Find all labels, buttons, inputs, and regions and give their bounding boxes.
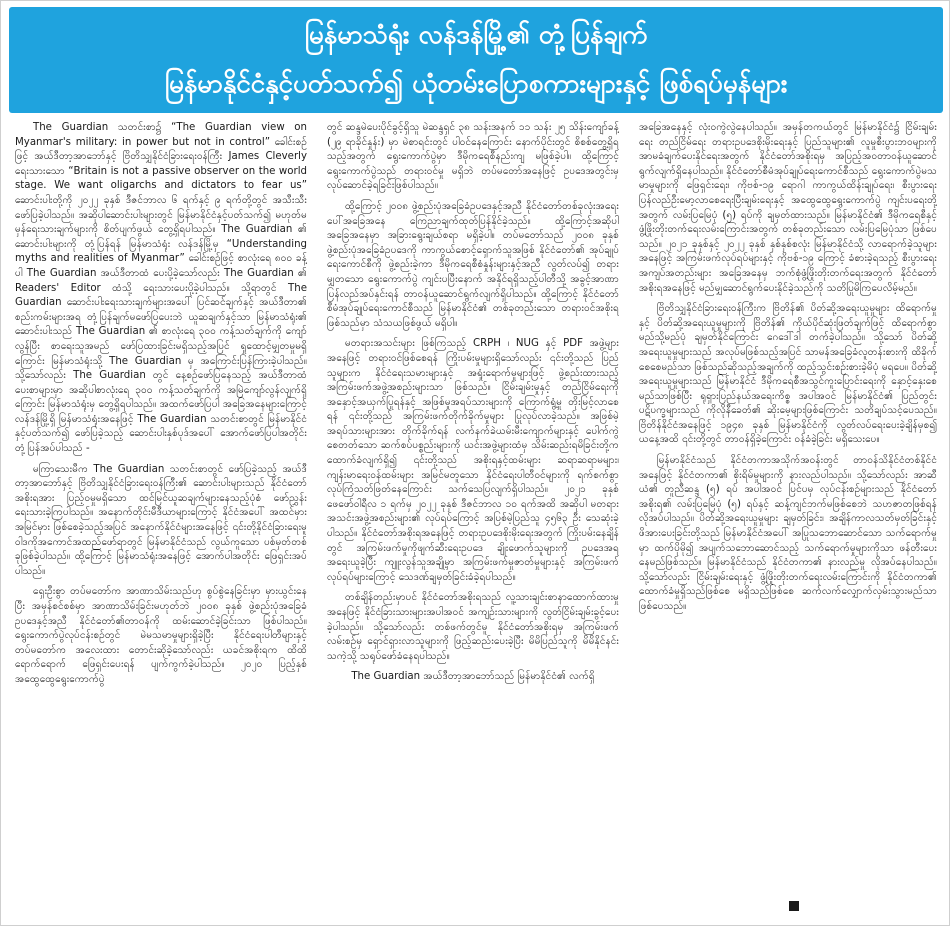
paragraph: မကြာသေးမီက The Guardian သတင်းစာတွင် ဖော်ပြခဲ့သည့် အယ်ဒီတာ့အာဘော်နှင့် ဗြိတိသျှနိုင်ငံခြားရေးဝန်ကြီး၏ ဆောင်းပါးများသည် နိုင်ငံတော်အစိုးရအား ပြည့်ဝမှုမရှိသော ထင်မြင်ယူဆချက်များနေသည့်ပုံစံ ဖော်ညွှန်းရေးသားခဲ့ကြပါသည်။ အနောက်တိုင်းမီဒီယာများကြောင့် နိုင်ငံအပေါ် အထင်မှားအမြင်မှား ဖြစ်စေခဲ့သည့်အပြင် အနောက်နိုင်ငံများအနေဖြင့် ၎င်းတို့နိုင်ငံခြားရေးမူဝါဒကိုအကောင်အထည်ဖော်ရာတွင် မြန်မာနိုင်ငံသည် လွယ်ကူသော ပစ်မှတ်တစ်ခုဖြစ်ခဲ့ပါသည်။ ထို့ကြောင့် မြန်မာသံရုံးအနေဖြင့် အောက်ပါအတိုင်း ဖြေရှင်းအပ်ပါသည်။ [15,463,307,577]
paragraph: မြန်မာနိုင်ငံသည် နိုင်ငံတကာအသိုက်အဝန်းတွင် တာဝန်သိနိုင်ငံတစ်နိုင်ငံအနေဖြင့် နိုင်ငံတကာ၏ စိုးရိမ်မှုများကို နားလည်ပါသည်။ သို့သော်လည်း အာဆီယံ၏ တူညီဆန္ဒ (၅) ရပ် အပါအဝင် ပြင်ပမှ လုပ်ငန်းစဉ်များသည် နိုင်ငံတော်အစိုးရ၏ လမ်းပြမြေပုံ (၅) ရပ်နှင့် ဆန့်ကျင်ဘက်မဖြစ်စေဘဲ သဟဇာတဖြစ်ရန် လိုအပ်ပါသည်။ ပိတ်ဆို့အရေးယူမှုများ ချမှတ်ခြင်း၊ အချိန်ကာလသတ်မှတ်ခြင်းနှင့် ဖိအားပေးခြင်းတို့သည် မြန်မာနိုင်ငံအပေါ် အပြုသဘောဆောင်သော သက်ရောက်မှုမှာ ထက်ပိုမို၍ အပျက်သဘောဆောင်သည့် သက်ရောက်မှုများကိုသာ ဖန်တီးပေးနေမည်ဖြစ်သည်။ မြန်မာနိုင်ငံသည် နိုင်ငံတကာ၏ နားလည်မှု လိုအပ်နေပါသည်။ သို့သော်လည်း ငြိမ်းချမ်းရေးနှင့် ဖွံ့ဖြိုးတိုးတက်ရေးလမ်းကြောင်းကို နိုင်ငံတကာ၏ ထောက်ခံမှုရှိသည်ဖြစ်စေ မရှိသည်ဖြစ်စေ ဆက်လက်လျှောက်လှမ်းသွားမည်သာဖြစ်ပေသည်။ [639,455,937,612]
paragraph: တစ်ချိန်တည်းမှာပင် နိုင်ငံတော်အစိုးရသည် လူ့သားချင်းစာနာထောက်ထားမှုအနေဖြင့် နိုင်ငံခြားသားများအပါအဝင် အကျဉ်းသားများကို လွတ်ငြိမ်းချမ်းခွင့်ပေးခဲ့ပါသည်။ သို့သော်လည်း တစ်ဖက်တွင်မူ နိုင်ငံတော်အစိုးရမှ အကြမ်းဖက်လမ်းစဉ်မှ ရှောင်ရှားလာသူများကို ဖြည့်ဆည်းပေးခဲ့ပြီး မိမိပြည်သူကို မိမိနိုင်နင်းသကဲ့သို့ သရုပ်ဖော်ခံနေရပါသည်။ [327,592,619,662]
paragraph: အခြေအနေနှင့် လုံးဝကွဲလွဲနေပါသည်။ အမှန်တကယ်တွင် မြန်မာနိုင်ငံ၌ ငြိမ်းချမ်းရေး တည်ငြိမ်ရေး တရားဥပဒေစိုးမိုးရေးနှင့် ပြည်သူများ၏ လူမှုစီးပွားဘဝများကို အာမခံချက်ပေးနိုင်ရေးအတွက် နိုင်ငံတော်အစိုးရမှ အပြည့်အဝတာဝန်ယူဆောင်ရွက်လျက်ရှိနေပါသည်။ နိုင်ငံတော်စီမံအုပ်ချုပ်ရေးကောင်စီသည် ရွေးကောက်ပွဲမသမာမှုများကို ဖြေရှင်းရေး၊ ကိုဗစ်-၁၉ ရောဂါ ကာကွယ်ထိန်းချုပ်ရေး၊ စီးပွားရေး ပြန်လည်ဦးမော့လာစေရေးပြီးချမ်းရေးနှင့် အထွေထွေရွေးကောက်ပွဲ ကျင်းပရေးတို့အတွက် လမ်းပြမြေပုံ (၅) ရပ်ကို ချမှတ်ထားသည်။ မြန်မာနိုင်ငံ၏ ဒီမိုကရေစီနှင့် ဖွံ့ဖြိုးတိုးတက်ရေးလမ်းကြောင်းအတွက် တစ်ခုတည်းသော လမ်းပြမြေပုံသာ ဖြစ်ပေသည်။ ၂၀၂၁ ခုနှစ်နှင့် ၂၀၂၂ ခုနှစ် နှစ်နှစ်စလုံး မြန်မာနိုင်ငံသို့ လာရောက်ခဲ့သူများအနေဖြင့် အကြမ်းဖက်လုပ်ရပ်များနှင့် ကိုဗစ်-၁၉ ကြောင့် ခံစားခဲ့ရသည့် စီးပွားရေးအကျပ်အတည်းများ အခြေအနေမှ ဘက်စုံဖွံ့ဖြိုးတိုးတက်ရေးအတွက် နိုင်ငံတော်အစိုးရအနေဖြင့် မည်မျှဆောင်ရွက်ပေးနိုင်ခဲ့သည်ကို သတိပြုမိကြပေလိမ့်မည်။ [639,122,937,294]
paragraph: The Guardian သတင်းစာ၌ “The Guardian view on Myanmar's military: in power but not in control” ခေါင်းစဉ်ဖြင့် အယ်ဒီတာ့အာဘော်နှင့် ဗြိတိသျှနိုင်ငံခြားရေးဝန်ကြီး James Cleverly ရေးသားသော “Britain is not a passive observer on the world stage. We want oligarchs and dictators to fear us” ဆောင်းပါးတို့ကို ၂၀၂၂ ခုနှစ် ဒီဇင်ဘာလ ၆ ရက်နှင့် ၉ ရက်တို့တွင် အသီးသီးဖော်ပြခဲ့ပါသည်။ အဆိုပါဆောင်းပါးများတွင် မြန်မာနိုင်ငံနှင့်ပတ်သက်၍ မဟုတ်မမှန်ရေးသားချက်များကို စိတ်ပျက်ဖွယ် တွေ့ရှိရပါသည်။ The Guardian ၏ ဆောင်းပါးများကို တုံ့ပြန်ရန် မြန်မာသံရုံး လန်ဒန်မြို့မှ “Understanding myths and realities of Myanmar” ခေါင်းစဉ်ဖြင့် စာလုံးရေ ၈၀၀ ခန့်ပါ The Guardian အယ်ဒီတာထံ ပေးပို့ခဲ့သော်လည်း The Guardian ၏ Readers' Editor ထံသို့ ရေးသားပေးပို့ခဲ့ပါသည်။ သို့ရာတွင် The Guardian ဆောင်းပါးရေးသားချက်များအပေါ် ပြင်ဆင်ချက်နှင့် အယ်ဒီတာ၏ စည်းကမ်းများအရ တုံ့ပြန်ချက်မဖော်ပြပေးဘဲ ယူဆချက်နှင့်သာ မြန်မာသံရုံး၏ ဆောင်းပါးသည် The Guardian ၏ စာလုံးရေ ၃၀၀ ကန့်သတ်ချက်ကို ကျော်လွန်ပြီး စာရေးသူအမည် ဖော်ပြထားခြင်းမရှိသည့်အပြင် ရှုထောင့်မျှတမှုမရှိကြောင်း မြန်မာသံရုံးသို့ The Guardian မှ အကြောင်းပြန်ကြားခဲ့ပါသည်။ သို့သော်လည်း The Guardian တွင် နေ့စဉ်ဖော်ပြနေသည့် အယ်ဒီတာထံပေးစာများမှာ အဆိုပါစာလုံးရေ ၃၀၀ ကန့်သတ်ချက်ကို အမြဲကျော်လွန်လျက်ရှိကြောင်း မြန်မာသံရုံးမှ တွေ့ရှိရပါသည်။ အထက်ဖော်ပြပါ အခြေအနေများကြောင့် လန်ဒန်မြို့ရှိ မြန်မာသံရုံးအနေဖြင့် The Guardian သတင်းစာတွင် မြန်မာနိုင်ငံနှင့်ပတ်သက်၍ ဖော်ပြခဲ့သည့် ဆောင်းပါးနှစ်ပုဒ်အပေါ် အောက်ဖော်ပြပါအတိုင်း တုံ့ပြန်အပ်ပါသည် - [15,122,307,455]
article-column-3 [639,121,937,911]
headline-line-2: မြန်မာနိုင်ငံနှင့်ပတ်သက်၍ ယုံတမ်းပြောစကားများနှင့် ဖြစ်ရပ်မှန်များ [164,69,788,99]
article-column-1 [15,121,307,911]
article-column-2 [327,121,619,911]
paragraph: ဗြိတိသျှနိုင်ငံခြားရေးဝန်ကြီးက ဗြိတိန်၏ ပိတ်ဆို့အရေးယူမှုများ ထိရောက်မှုနှင့် ပိတ်ဆို့အရေးယူမှုများကို ဗြိတိန်၏ ကိုယ်ပိုင်ဆုံးဖြတ်ချက်ဖြင့် ထိရောက်စွာ မည်သို့မည်ပုံ ချမှတ်နိုင်ကြောင်း ဂေဒေါ်ဒါ တက်ခဲ့ပါသည်။ သို့သော် ပိတ်ဆို့အရေးယူမှုများသည် အလုပ်မဖြစ်သည့်အပြင် သာမန်အခြေခံလူတန်းစားကို ထိခိုက်စေစေမည်သာ ဖြစ်သည်ဆိုသည့်အချက်ကို ထည့်သွင်းစဉ်းစားခဲ့မိပုံ မရပေ။ ပိတ်ဆို့အရေးယူမှုများသည် မြန်မာနိုင်ငံ ဒီမိုကရေစီအသွင်ကူးပြောင်းရေးကို နှောင့်နှေးစေမည်သာဖြစ်ပြီး ရုရှားပြည်နယ်အရေးကိစ္စ အပါအဝင် မြန်မာနိုင်ငံ၏ ပြည်တွင်းပဋိပက္ခများသည် ကိုလိုနီခေတ်၏ ဆိုးမေ့များဖြစ်ကြောင်း သတိချပ်သင့်ပေသည်။ ဗြိတိန်နိုင်ငံအနေဖြင့် ၁၉၄၈ ခုနှစ် မြန်မာနိုင်ငံကို လွတ်လပ်ရေးပေးခဲ့ချိန်မှစ၍ ယနေ့အထိ ၎င်းတို့တွင် တာဝန်ရှိခဲ့ကြောင်း ဝန်ခံခဲ့ခြင်း မရှိသေးပေ။ [639,303,937,446]
headline-line-1: မြန်မာသံရုံး လန်ဒန်မြို့၏ တုံ့ပြန်ချက် [304,20,648,50]
paragraph: တွင် ဆန္ဒမဲပေးပိုင်ခွင့်ရှိသူ မဲဆန္ဒရှင် ၃၈ သန်းအနက် ၁၁ သန်း ၂၅ သိန်းကျော်ခန့် (၂၉ ရာခိုင်နှုန်း) မှာ မဲစာရင်းတွင် ပါဝင်နေကြောင်း နောက်ပိုင်းတွင် စိစစ်တွေ့ရှိရသည့်အတွက် ရွေးကောက်ပွဲမှာ ဒီမိုကရေစီနည်းကျ မဖြစ်ခဲ့ပါ။ ထို့ကြောင့် ရွေးကောက်ပွဲသည် တရားဝင်မှု မရှိဘဲ တပ်မတော်အနေဖြင့် ဥပဒေအတွင်းမှ လုပ်ဆောင်ခဲ့ရခြင်းဖြစ်ပါသည်။ [327,122,619,192]
article-body [15,121,939,911]
end-of-article-mark [789,901,799,911]
paragraph: မတရားအသင်းများ ဖြစ်ကြသည့် CRPH ၊ NUG နှင့် PDF အဖွဲ့များအနေဖြင့် တရားဝင်ဖြစ်စေရန် ကြိုးပမ်းမှုများရှိသော်လည်း ၎င်းတို့သည် ပြည်သူများက နိုင်ငံရေးသမားများနှင့် အရှုံးရောက်မှုများဖြင့် ဖွဲ့စည်းထားသည့် အကြမ်းဖက်အဖွဲ့အစည်းများသာ ဖြစ်သည်။ ငြိမ်းချမ်းမှုနှင့် တည်ငြိမ်ရေးကို အနှောင့်အယှက်ပြုရန်နှင့် အဖြစ်မှုအရပ်သားများကို ကြောက်ရွံ့မှု တိုးမြင့်လာစေရန် ၎င်းတို့သည် အကြမ်းဖက်တိုက်ခိုက်မှုများ ပြုလုပ်လာခဲ့သည်။ အဖြစ်မဲ့အရပ်သားများအား တိုက်ခိုက်ရန် လက်နက်ခဲယမ်းမီးကျောက်များနှင့် ပေါက်ကွဲစေတတ်သော ဆက်စပ်ပစ္စည်းများကို ယင်းအဖွဲ့များထံမှ သိမ်းဆည်းရမိခြင်းတို့က ထောက်ခံလျက်ရှိ၍ ၎င်းတို့သည် အစိုးရနှင့်ထမ်းများ ဆရာဆရာမများ၊ ကျန်းမာရေးဝန်ထမ်းများ အမြင်မတူသော နိုင်ငံရေးပါတီဝင်များကို ရက်စက်စွာ လုပ်ကြံသတ်ဖြတ်နေကြောင်း သက်သေပြလျက်ရှိပါသည်။ ၂၀၂၁ ခုနှစ် ဖေဖော်ဝါရီလ ၁ ရက်မှ ၂၀၂၂ ခုနှစ် ဒီဇင်ဘာလ ၁၀ ရက်အထိ အဆိုပါ မတရားအသင်းအဖွဲ့အစည်းများ၏ လုပ်ရပ်ကြောင့် အပြစ်မဲ့ပြည်သူ ၄၅၆၃ ဦး သေဆုံးခဲ့ပါသည်။ နိုင်ငံတော်အစိုးရအနေဖြင့် တရားဥပဒေစိုးမိုးရေးအတွက် ကြိုးပမ်းနေချိန်တွင် အကြမ်းဖက်မှုကိုဖျက်ဆီးရေးဥပဒေ ချိုးဖောက်သူများကို ဥပဒေအရ အရေးယူခဲ့ပြီး ကျူးလွန်သူအချို့မှာ အကြမ်းဖက်မှုဇာတ်မှုများနှင့် အကြမ်းဖက်လုပ်ရပ်များကြောင့် သေဒဏ်ချမှတ်ခြင်းခံခဲ့ရပါသည်။ [327,338,619,583]
paragraph: ထို့ကြောင့် ၂၀၀၈ ဖွဲ့စည်းပုံအခြေခံဥပဒေနှင့်အညီ နိုင်ငံတော်တစ်ခုလုံးအရေးပေါ်အခြေအနေ ကြေညာချက်ထုတ်ပြန်နိုင်ခဲ့သည်။ ထို့ကြောင့်အဆိုပါအခြေအနေမှာ အခြားရွေးချယ်စရာ မရှိခဲ့ပါ။ တပ်မတော်သည် ၂၀၀၈ ခုနှစ် ဖွဲ့စည်းပုံအခြေခံဥပဒေကို ကာကွယ်စောင့်ရှောက်သူအဖြစ် နိုင်ငံတော်၏ အုပ်ချုပ်ရေးကောင်စီကို ဖွဲ့စည်းခဲ့ကာ ဒီမိုကရေစီစံနှုန်းများနှင့်အညီ လွတ်လပ်၍ တရားမျှတသော ရွေးကောက်ပွဲ ကျင်းပပြီးနောက် အနိုင်ရရှိသည့်ပါတီသို့ အခွင့်အာဏာ ပြန်လည်အပ်နှင်းရန် တာဝန်ယူဆောင်ရွက်လျက်ရှိပါသည်။ ထို့ကြောင့် နိုင်ငံတော်စီမံအုပ်ချုပ်ရေးကောင်စီသည် မြန်မာနိုင်ငံ၏ တစ်ခုတည်းသော တရားဝင်အစိုးရဖြစ်သည်မှာ သံသယဖြစ်ဖွယ် မရှိပါ။ [327,200,619,329]
paragraph: The Guardian အယ်ဒီတာ့အာဘော်သည် မြန်မာနိုင်ငံ၏ လက်ရှိ [351,671,595,683]
paragraph: ရှေးဦးစွာ တပ်မတော်က အာဏာသိမ်းသည်ဟု စွပ်စွဲနေခြင်းမှာ မှားယွင်းနေပြီး အမှန်စင်စစ်မှာ အာဏာသိမ်းခြင်းမဟုတ်ဘဲ ၂၀၀၈ ခုနှစ် ဖွဲ့စည်းပုံအခြေခံဥပဒေနှင့်အညီ နိုင်ငံတော်၏တာဝန်ကို ထမ်းဆောင်ခဲ့ခြင်းသာ ဖြစ်ပါသည်။ ရွေးကောက်ပွဲလုပ်ငန်းစဉ်တွင် မဲမသမာမှုများရှိခဲ့ပြီး နိုင်ငံရေးပါတီများနှင့် တပ်မတော်က အလေးထား တောင်းဆိုခဲ့သော်လည်း ယခင်အစိုးရက ထိထိရောက်ရောက် ဖြေရှင်းပေးရန် ပျက်ကွက်ခဲ့ပါသည်။ ၂၀၂၀ ပြည့်နှစ် အထွေထွေရွေးကောက်ပွဲ [15,586,307,685]
headline-banner [9,7,943,113]
